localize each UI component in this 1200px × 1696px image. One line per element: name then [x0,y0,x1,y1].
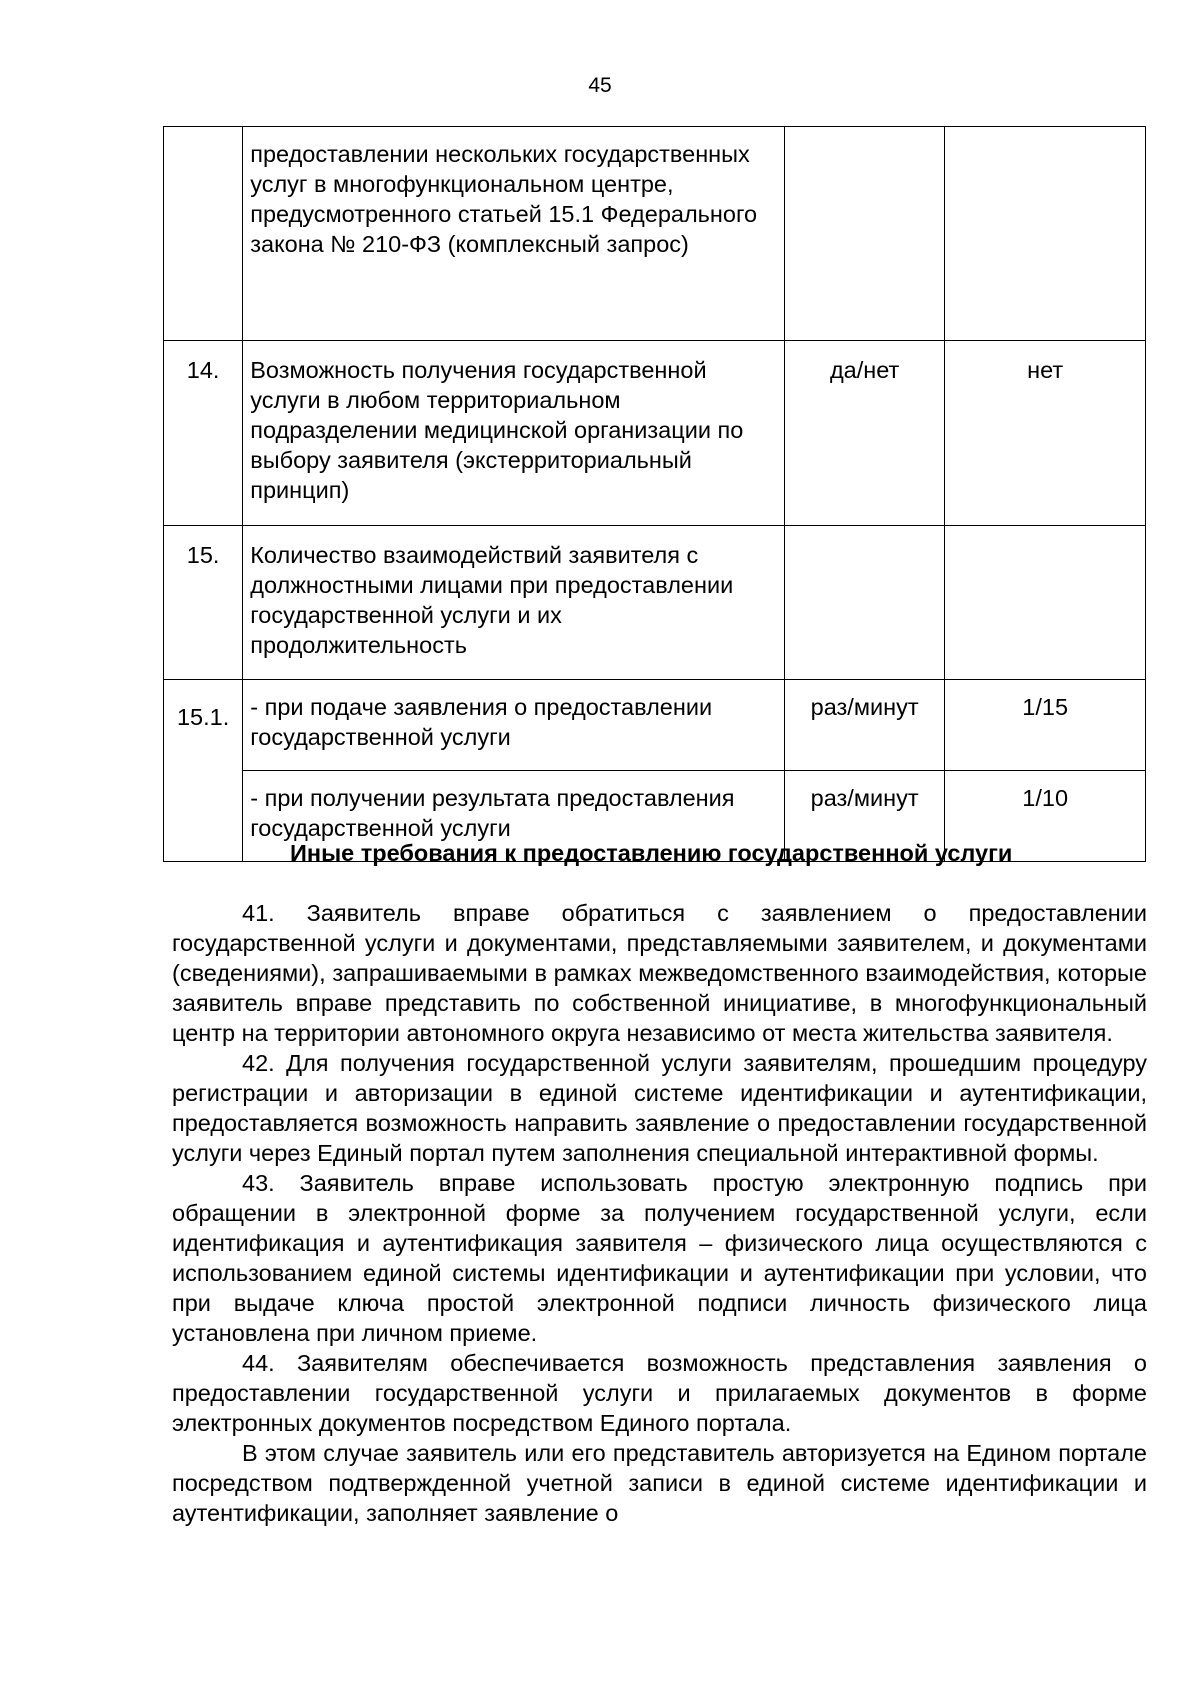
table-row [164,127,1146,341]
paragraph-44: 44. Заявителям обеспечивается возможность представления заявления о предоставлении государственной услуги и прилагаемых документов в форме электронных документов посредством Единого портала. [172,1350,1147,1436]
row-description-cell: Возможность получения государственной услуги в любом территориальном подразделении медицинской организации по выбору заявителя (экстерриториальный принцип) [243,341,785,526]
row-value-cell [945,526,1146,680]
table-row [164,341,1146,526]
row-unit-cell: раз/минут [784,680,944,771]
row-number-cell: 14. [164,341,243,526]
row-number-cell [164,127,243,341]
paragraph-43: 43. Заявитель вправе использовать простую электронную подпись при обращении в электронной форме за получением государственной услуги, если идентификация и аутентификация заявителя – физического лица осуществляются с использованием единой системы идентификации и аутентификации при условии, что при выдаче ключа простой электронной подписи личность физического лица установлена при личном приеме. [172,1170,1147,1346]
row-number-cell: 15.1. [164,680,243,862]
row-description-cell: - при получении результата предоставления государственной услуги [243,771,785,862]
row-description-cell: - при подаче заявления о предоставлении государственной услуги [243,680,785,771]
row-value-cell [945,127,1146,341]
paragraph-41: 41. Заявитель вправе обратиться с заявлением о предоставлении государственной услуги и документами, представляемыми заявителем, и документами (сведениями), запрашиваемыми в рамках межведомственного взаимодействия, которые заявитель вправе представить по собственной инициативе, в многофункциональный центр на территории автономного округа независимо от места жительства заявителя. [172,900,1147,1046]
table-row [164,680,1146,771]
row-description-cell: Количество взаимодействий заявителя с должностными лицами при предоставлении государственной услуги и их продолжительность [243,526,785,680]
requirements-table [163,126,1146,862]
row-unit-cell: раз/минут [784,771,944,862]
body-text [172,898,1147,1528]
row-unit-cell: да/нет [784,341,944,526]
row-number-cell: 15. [164,526,243,680]
paragraph-44-continued: В этом случае заявитель или его представитель авторизуется на Едином портале посредством подтвержденной учетной записи в единой системе идентификации и аутентификации, заполняет заявление о [172,1440,1147,1526]
section-title: Иные требования к предоставлению государственной услуги [290,840,1013,866]
row-value-cell: нет [945,341,1146,526]
row-value-cell: 1/15 [945,680,1146,771]
page-number: 45 [588,74,612,97]
row-value-cell: 1/10 [945,771,1146,862]
row-unit-cell [784,526,944,680]
row-unit-cell [784,127,944,341]
paragraph-42: 42. Для получения государственной услуги заявителям, прошедшим процедуру регистрации и авторизации в единой системе идентификации и аутентификации, предоставляется возможность направить заявление о предоставлении государственной услуги через Единый портал путем заполнения специальной интерактивной формы. [172,1050,1147,1166]
row-description-cell: предоставлении нескольких государственных услуг в многофункциональном центре, предусмотренного статьей 15.1 Федерального закона № 210-ФЗ (комплексный запрос) [243,127,785,341]
table-row [164,526,1146,680]
